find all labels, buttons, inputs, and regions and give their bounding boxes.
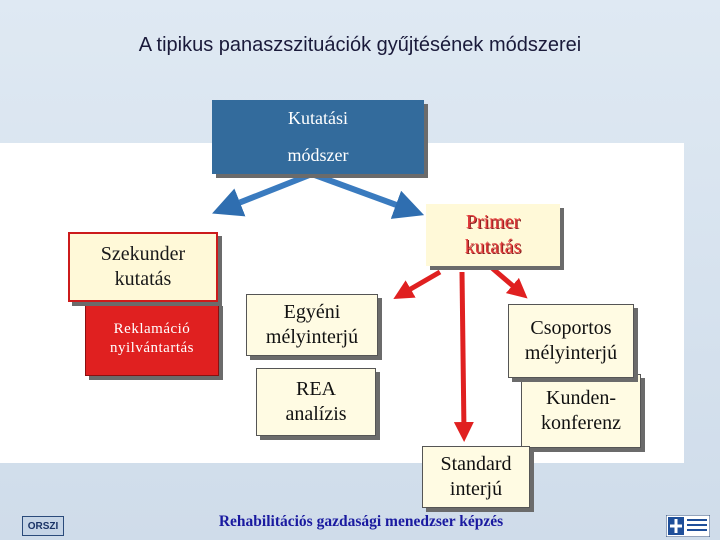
slide-title: A tipikus panaszszituációk gyűjtésének módszerei <box>138 34 582 56</box>
root-node-line2: módszer <box>287 145 349 166</box>
node-szekunder-kutatas: Szekunder kutatás <box>68 232 218 302</box>
orszi-logo: ORSZI <box>22 516 64 536</box>
partner-logo-icon <box>666 515 710 537</box>
node-standard-interju: Standard interjú <box>422 446 530 508</box>
node-rea-analizis: REA analízis <box>256 368 376 436</box>
root-node-line1: Kutatási <box>288 108 348 129</box>
footer-text: Rehabilitációs gazdasági menedzser képzés <box>218 513 504 530</box>
node-primer-kutatas: Primer kutatás <box>426 204 560 266</box>
node-reklamacio: Reklamáció nyilvántartás <box>85 302 219 376</box>
root-to-primer-arrow <box>312 174 410 210</box>
root-node-kutatasi-modszer <box>212 100 424 174</box>
root-to-szekunder-arrow <box>226 174 312 208</box>
primer-to-standard-arrow <box>462 272 464 432</box>
node-kunden-konferenz: Kunden- konferenz <box>521 374 641 448</box>
node-egyeni-melyinterju: Egyéni mélyinterjú <box>246 294 378 356</box>
primer-to-csoportos-arrow <box>492 268 520 292</box>
primer-to-egyeni-arrow <box>402 272 440 294</box>
node-csoportos-melyinterju: Csoportos mélyinterjú <box>508 304 634 378</box>
